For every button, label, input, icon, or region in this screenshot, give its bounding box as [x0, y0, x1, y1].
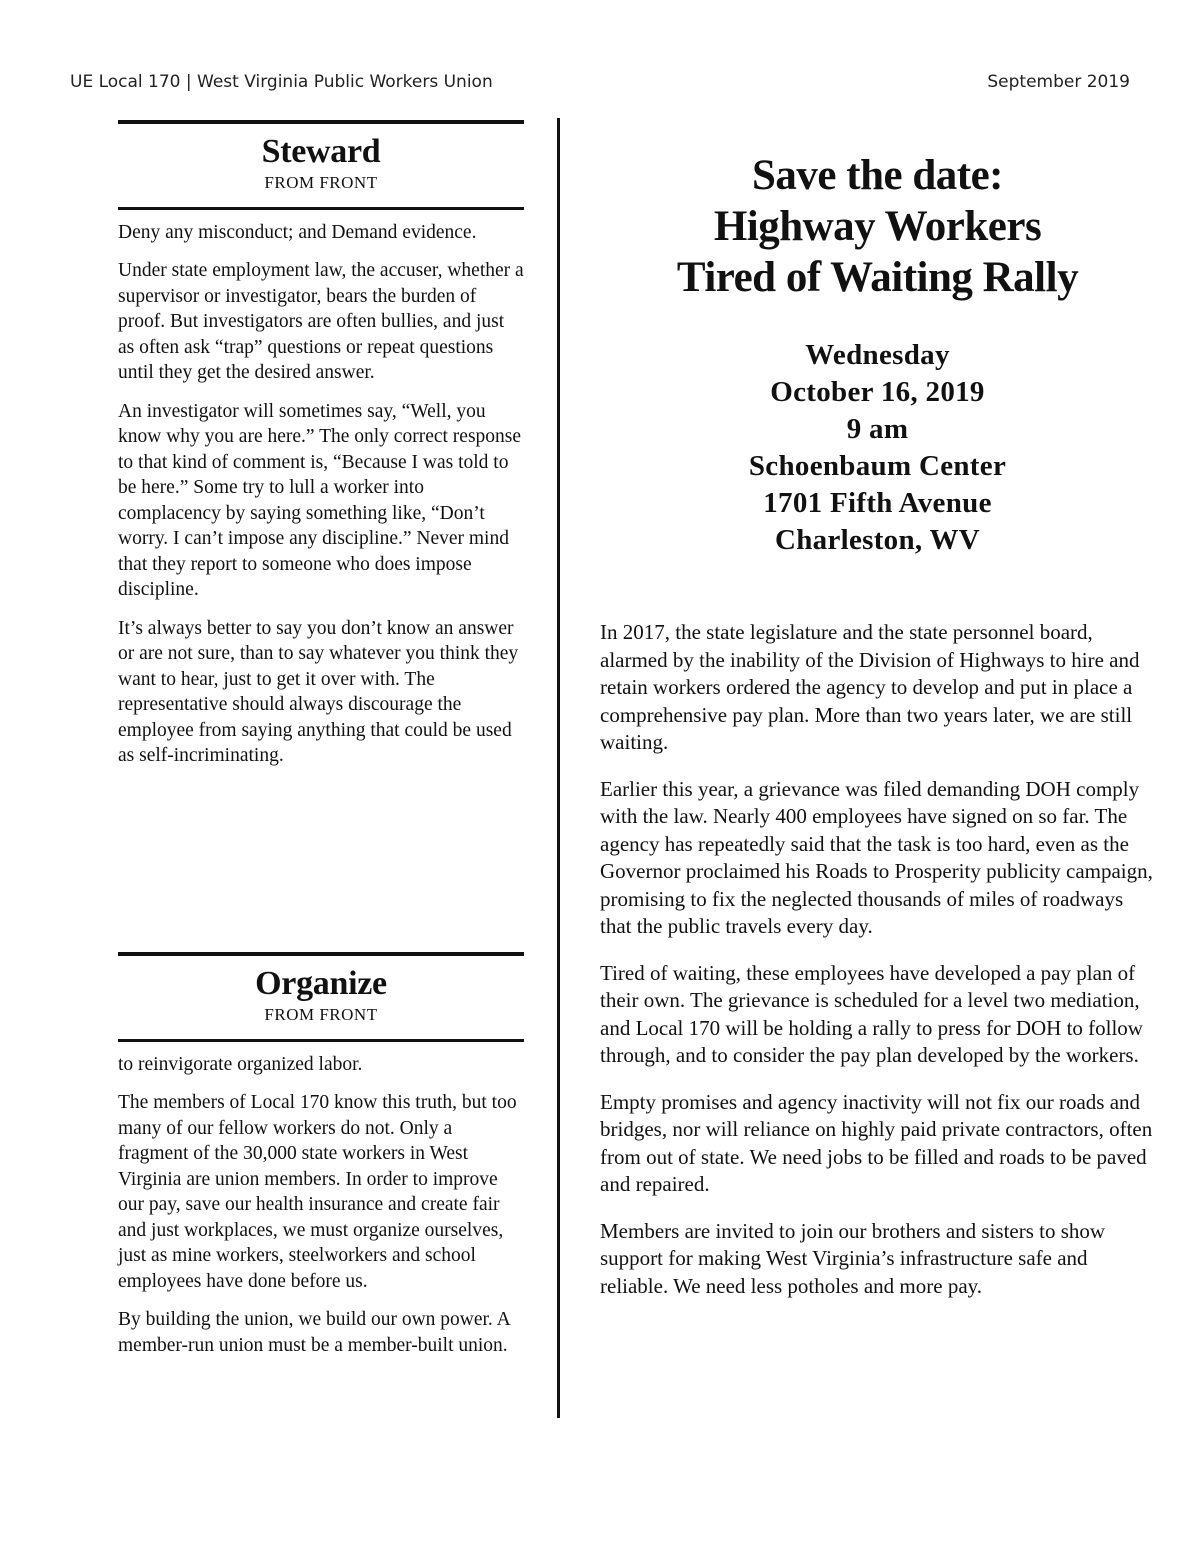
- event-date: October 16, 2019: [770, 376, 985, 408]
- organize-bottom-rule: [118, 1039, 524, 1042]
- steward-title: Steward: [261, 133, 381, 170]
- event-venue: Schoenbaum Center: [748, 450, 1007, 482]
- steward-section: [118, 120, 524, 769]
- steward-paragraph: It’s always better to say you don’t know an answer or are not sure, than to say whatever you think they want to hear, just to get it over with. The representative should always discourage the employee from saying anything that could be used as self-incriminating.: [118, 617, 519, 766]
- issue-date: September 2019: [987, 72, 1130, 92]
- steward-paragraph: Under state employment law, the accuser, whether a supervisor or investigator, bears the burden of proof. But investigators are often bullies, and just as often ask “trap” questions or repeat questions until they get the desired answer.: [118, 260, 524, 383]
- column-divider: [557, 118, 560, 1418]
- running-header: [70, 72, 1130, 98]
- headline-line: Save the date:: [752, 152, 1003, 199]
- steward-paragraph: Deny any misconduct; and Demand evidence.: [118, 221, 477, 243]
- article-paragraph: Tired of waiting, these employees have developed a pay plan of their own. The grievance is scheduled for a level two mediation, and Local 170 will be holding a rally to press for DOH to follow through, and to consider the pay plan developed by the workers.: [600, 960, 1143, 1067]
- rally-section: [600, 150, 1155, 1319]
- event-time: 9 am: [846, 413, 909, 445]
- article-paragraph: Members are invited to join our brothers and sisters to show support for making West Virginia’s infrastructure safe and reliable. We need less potholes and more pay.: [600, 1218, 1106, 1298]
- event-details: [600, 337, 1155, 559]
- headline-line: Highway Workers: [713, 203, 1042, 250]
- organize-paragraph: By building the union, we build our own power. A member-run union must be a member-built union.: [118, 1309, 510, 1356]
- steward-top-rule: [118, 120, 524, 124]
- article-paragraph: Empty promises and agency inactivity will not fix our roads and bridges, nor will reliance on highly paid private contractors, often from out of state. We need jobs to be filled and roads to be paved and repaired.: [600, 1089, 1153, 1196]
- event-day: Wednesday: [805, 339, 950, 371]
- steward-bottom-rule: [118, 207, 524, 210]
- organize-paragraph: The members of Local 170 know this truth, but too many of our fellow workers do not. Only a fragment of the 30,000 state workers in West Virginia are union members. In order to improve our pay, save our health insurance and create fair and just workplaces, we must organize ourselves, just as mine workers, steelworkers and school employees have done before us.: [118, 1092, 517, 1292]
- organize-kicker: FROM FRONT: [264, 1005, 378, 1024]
- headline-line: Tired of Waiting Rally: [676, 254, 1079, 301]
- organize-section: [118, 952, 524, 1358]
- event-street: 1701 Fifth Avenue: [763, 487, 992, 519]
- event-city: Charleston, WV: [774, 524, 981, 556]
- article-paragraph: Earlier this year, a grievance was filed demanding DOH comply with the law. Nearly 400 employees have signed on so far. The agency has repeatedly said that the task is too hard, even as the Governor proclaimed his Roads to Prosperity publicity campaign, promising to fix the neglected thousands of miles of roadways that the public travels every day.: [600, 776, 1153, 938]
- organize-paragraph: to reinvigorate organized labor.: [118, 1053, 363, 1075]
- steward-paragraph: An investigator will sometimes say, “Well, you know why you are here.” The only correct response to that kind of comment is, “Because I was told to be here.” Some try to lull a worker into complacency by saying something like, “Don’t worry. I can’t impose any discipline.” Never mind that they report to someone who does impose discipline.: [118, 400, 522, 600]
- steward-kicker: FROM FRONT: [264, 173, 378, 192]
- rally-headline: [600, 150, 1155, 303]
- article-paragraph: In 2017, the state legislature and the state personnel board, alarmed by the inability of the Division of Highways to hire and retain workers ordered the agency to develop and put in place a comprehensive pay plan. More than two years later, we are still waiting.: [600, 620, 1140, 754]
- rally-article: [600, 619, 1155, 1300]
- organize-title: Organize: [255, 965, 387, 1002]
- publication-name: UE Local 170 | West Virginia Public Workers Union: [70, 72, 493, 92]
- organize-top-rule: [118, 952, 524, 956]
